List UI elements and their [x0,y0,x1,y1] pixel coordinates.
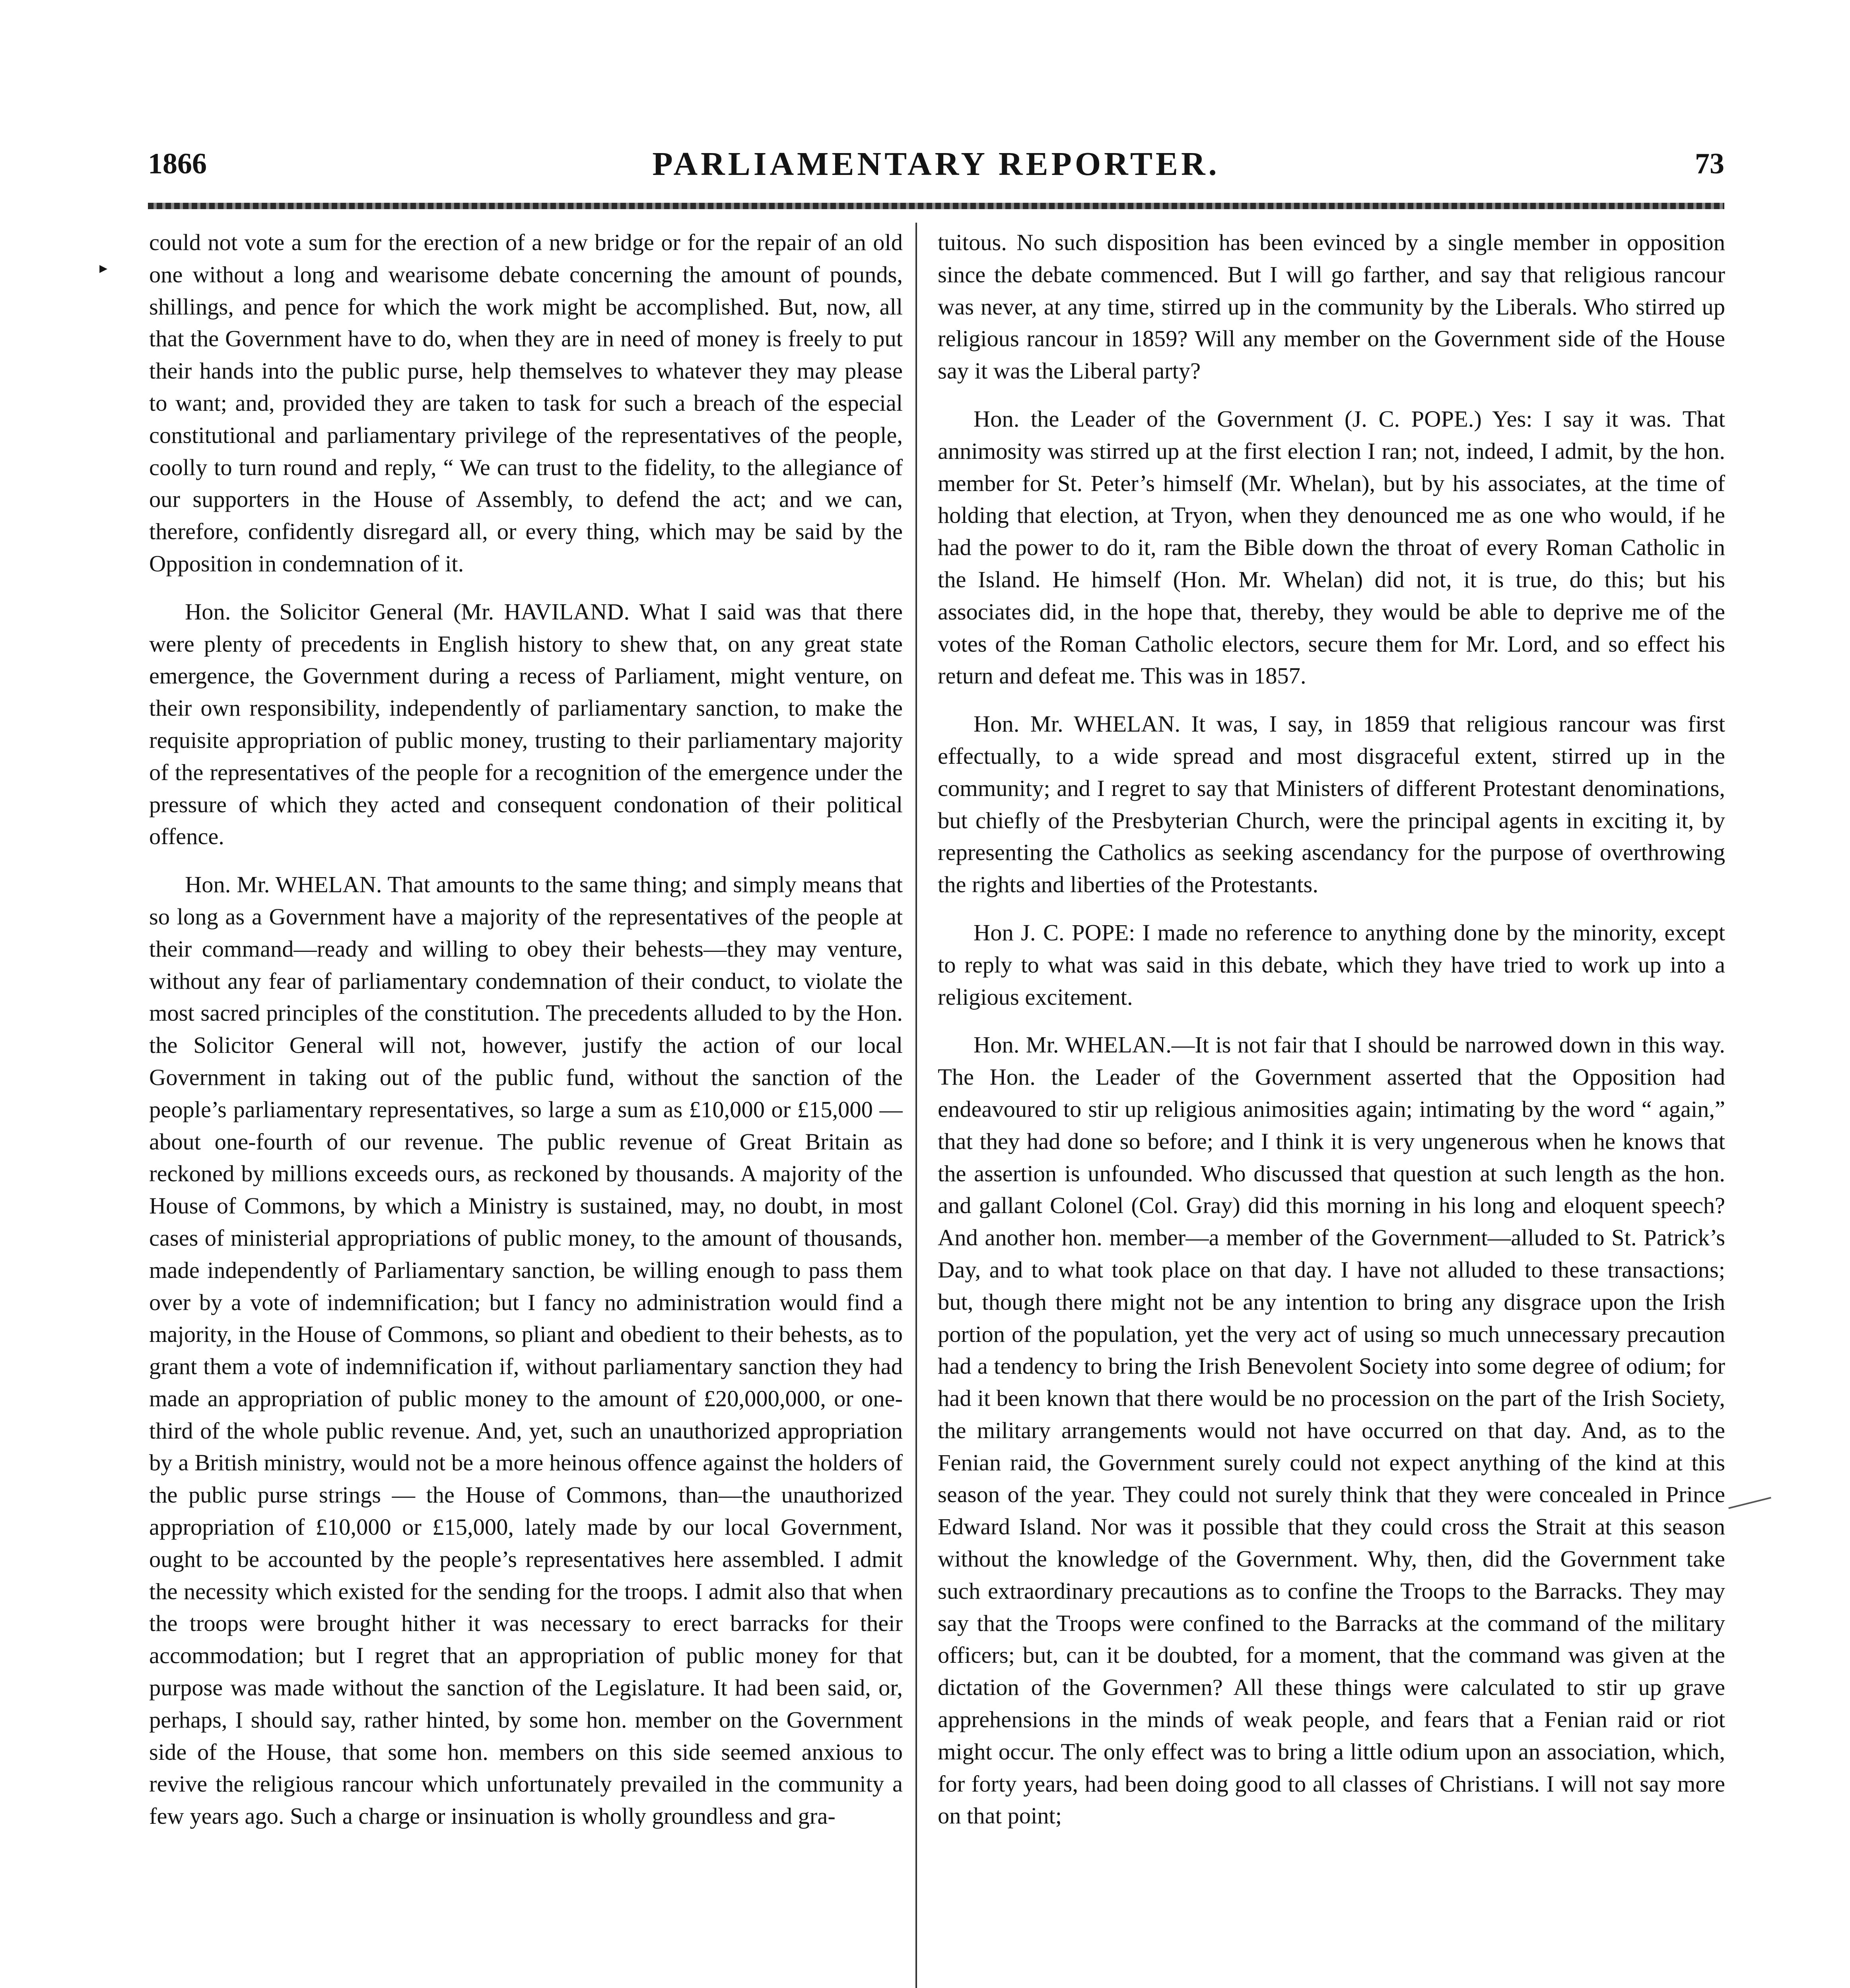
right-column [938,227,1725,1988]
margin-pencil-mark [1728,1497,1771,1509]
right-paragraph-3: Hon. Mr. WHELAN. It was, I say, in 1859 that religious rancour was first effectually, to a wide spread and most disgraceful extent, stirred up in the community; and I regret to say that Ministers of different Protestant denominations, but chiefly of the Presbyterian Church, were the principal agents in exciting it, by representing the Catholics as seeking ascendancy for the purpose of overthrowing the rights and liberties of the Protestants. [938,711,1725,898]
right-paragraph-4: Hon J. C. POPE: I made no reference to anything done by the minority, except to reply to what was said in this debate, which they have tried to work up into a religious excitement. [938,919,1725,1010]
left-column [149,227,903,1988]
column-divider [915,223,917,1988]
page-header [148,145,1724,192]
left-paragraph-1: could not vote a sum for the erection of a new bridge or for the repair of an old one without a long and wearisome debate concerning the amount of pounds, shillings, and pence for which the work might be accomplished. But, now, all that the Government have to do, when they are in need of money is freely to put their hands into the public purse, help themselves to whatever they may please to want; and, provided they are taken to task for such a breach of the especial constitutional and parliamentary privilege of the representatives of the people, coolly to turn round and reply, “ We can trust to the fidelity, to the allegiance of our supporters in the House of Assembly, to defend the act; and we can, therefore, confidently disregard all, or every thing, which may be said by the Opposition in condemnation of it. [149,229,903,577]
header-title: PARLIAMENTARY REPORTER. [652,146,1220,182]
right-paragraph-2: Hon. the Leader of the Government (J. C. POPE.) Yes: I say it was. That annimosity was stirred up at the first election I ran; not, indeed, I admit, by the hon. member for St. Peter’s himself (Mr. Whelan), but by his associates, at the time of holding that election, at Tryon, when they denounced me as one who would, if he had the power to do it, ram the Bible down the throat of every Roman Catholic in the Island. He himself (Hon. Mr. Whelan) did not, it is true, do this; but his associates did, in the hope that, thereby, they would be able to deprive me of the votes of the Roman Catholic electors, secure them for Mr. Lord, and so effect his return and defeat me. This was in 1857. [938,406,1725,689]
right-paragraph-1: tuitous. No such disposition has been evinced by a single member in opposition since the debate commenced. But I will go farther, and say that religious rancour was never, at any time, stirred up in the community by the Liberals. Who stirred up religious rancour in 1859? Will any member on the Government side of the House say it was the Liberal party? [938,229,1725,384]
header-year: 1866 [148,148,207,180]
margin-dot-mark: ▸ [99,259,108,277]
left-paragraph-3: Hon. Mr. WHELAN. That amounts to the same thing; and simply means that so long as a Government have a majority of the representatives of the people at their command—ready and willing to obey their behests—they may venture, without any fear of parliamentary condemnation of their conduct, to violate the most sacred principles of the constitution. The precedents alluded to by the Hon. the Solicitor General will not, however, justify the action of our local Government in taking out of the public fund, without the sanction of the people’s parliamentary representatives, so large a sum as £10,000 or £15,000 —about one-fourth of our revenue. The public revenue of Great Britain as reckoned by millions exceeds ours, as reckoned by thousands. A majority of the House of Commons, by which a Ministry is sustained, may, no doubt, in most cases of ministerial appropriations of public money, to the amount of thousands, made independently of Parliamentary sanction, be willing enough to pass them over by a vote of indemnification; but I fancy no administration would find a majority, in the House of Commons, so pliant and obedient to their behests, as to grant them a vote of indemnification if, without parliamentary sanction they had made an appropriation of public money to the amount of £20,000,000, or one-third of the whole public revenue. And, yet, such an unauthorized appropriation by a British ministry, would not be a more heinous offence against the holders of the public purse strings — the House of Commons, than—the unauthorized appropriation of £10,000 or £15,000, lately made by our local Government, ought to be accounted by the people’s representatives here assembled. I admit the necessity which existed for the sending for the troops. I admit also that when the troops were brought hither it was necessary to erect barracks for their accommodation; but I regret that an appropriation of public money for that purpose was made without the sanction of the Legislature. It had been said, or, perhaps, I should say, rather hinted, by some hon. member on the Government side of the House, that some hon. members on this side seemed anxious to revive the religious rancour which unfortunately prevailed in the community a few years ago. Such a charge or insinuation is wholly groundless and gra- [149,872,903,1829]
header-page-number: 73 [1695,148,1724,180]
left-paragraph-2: Hon. the Solicitor General (Mr. HAVILAND. What I said was that there were plenty of precedents in English history to shew that, on any great state emergence, the Government during a recess of Parliament, might venture, on their own responsibility, independently of parliamentary sanction, to make the requisite appropriation of public money, trusting to their parliamentary majority of the representatives of the people for a recognition of the emergence under the pressure of which they acted and consequent condonation of their political offence. [149,598,903,850]
header-rule [148,203,1724,209]
right-paragraph-5: Hon. Mr. WHELAN.—It is not fair that I should be narrowed down in this way. The Hon. the Leader of the Government asserted that the Opposition had endeavoured to stir up religious animosities again; intimating by the word “ again,” that they had done so before; and I think it is very ungenerous when he knows that the assertion is unfounded. Who discussed that question at such length as the hon. and gallant Colonel (Col. Gray) did this morning in his long and eloquent speech? And another hon. member—a member of the Government—alluded to St. Patrick’s Day, and to what took place on that day. I have not alluded to these transactions; but, though there might not be any intention to bring any disgrace upon the Irish portion of the population, yet the very act of using so much unnecessary precaution had a tendency to bring the Irish Benevolent Society into some degree of odium; for had it been known that there would be no procession on the part of the Irish Society, the military arrangements would not have occurred on that day. And, as to the Fenian raid, the Government surely could not expect anything of the kind at this season of the year. They could not surely think that they were concealed in Prince Edward Island. Nor was it possible that they could cross the Strait at this season without the knowledge of the Government. Why, then, did the Government take such extraordinary precautions as to confine the Troops to the Barracks. They may say that the Troops were confined to the Barracks at the command of the military officers; but, can it be doubted, for a moment, that the command was given at the dictation of the Governmen? All these things were calculated to stir up grave apprehensions in the minds of weak people, and fears that a Fenian raid or riot might occur. The only effect was to bring a little odium upon an association, which, for forty years, had been doing good to all classes of Christians. I will not say more on that point; [938,1032,1725,1829]
